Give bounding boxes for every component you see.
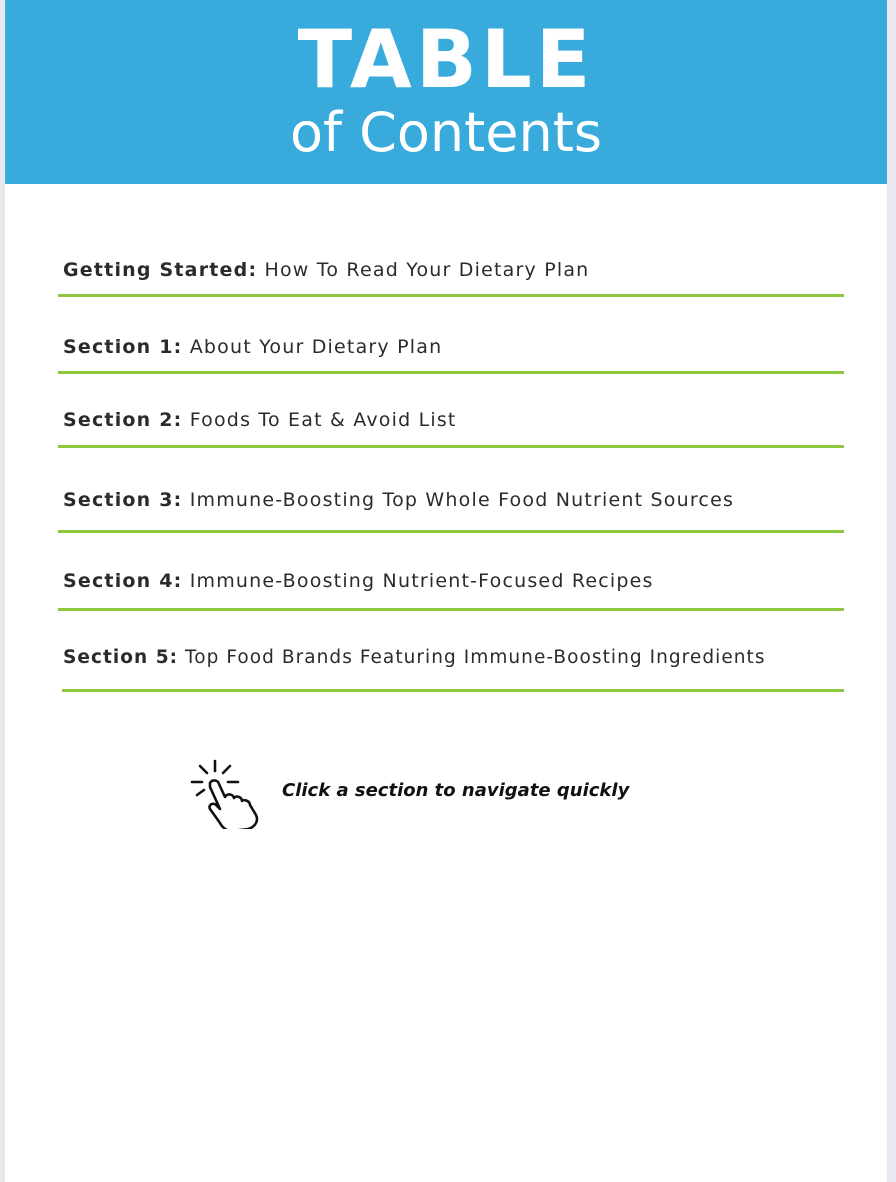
toc-item-title: About Your Dietary Plan — [182, 336, 443, 358]
toc-item-label: Section 5 — [63, 647, 170, 668]
toc-item-text — [58, 488, 888, 512]
toc-item-title: Immune-Boosting Nutrient-Focused Recipes — [182, 570, 654, 592]
toc-item-label: Section 1 — [63, 336, 174, 358]
toc-divider — [58, 530, 844, 533]
page — [5, 0, 887, 1182]
toc-item-text — [58, 569, 888, 593]
toc-item-label: Section 4 — [63, 570, 174, 592]
toc-item-separator: : — [169, 647, 179, 668]
toc-item-title: Immune-Boosting Top Whole Food Nutrient Sources — [182, 489, 735, 511]
toc-item-getting-started[interactable] — [58, 258, 888, 282]
toc-item-section-1[interactable] — [58, 335, 888, 359]
page-subtitle: of Contents — [289, 101, 603, 164]
toc-item-section-2[interactable] — [58, 408, 888, 432]
page-edge — [887, 0, 896, 1182]
toc-item-text — [58, 646, 888, 670]
toc-item-title: Top Food Brands Featuring Immune-Boosting Ingredients — [178, 647, 766, 668]
toc-item-title: Foods To Eat & Avoid List — [182, 409, 457, 431]
page-title: TABLE — [297, 13, 595, 106]
toc-item-section-4[interactable] — [58, 569, 888, 593]
toc-item-label: Getting Started — [63, 259, 249, 281]
toc-item-text — [58, 335, 888, 359]
toc-item-label: Section 3 — [63, 489, 174, 511]
toc-divider — [58, 371, 844, 374]
toc-item-text — [58, 258, 888, 282]
hint-text: Click a section to navigate quickly — [282, 780, 630, 801]
toc-divider — [58, 294, 844, 297]
toc-item-separator: : — [248, 259, 258, 281]
toc-item-separator: : — [173, 570, 183, 592]
toc-divider — [58, 445, 844, 448]
toc-item-separator: : — [173, 409, 183, 431]
toc-item-separator: : — [173, 489, 183, 511]
header-banner — [5, 0, 887, 184]
toc-divider — [62, 689, 844, 692]
toc-item-label: Section 2 — [63, 409, 174, 431]
navigation-hint — [188, 757, 708, 829]
toc-item-section-5[interactable] — [58, 646, 888, 670]
toc-item-separator: : — [173, 336, 183, 358]
toc-divider — [58, 608, 844, 611]
toc-item-title: How To Read Your Dietary Plan — [257, 259, 590, 281]
pointer-hand-icon — [188, 757, 268, 829]
toc-item-section-3[interactable] — [58, 488, 888, 512]
toc-item-text — [58, 408, 888, 432]
